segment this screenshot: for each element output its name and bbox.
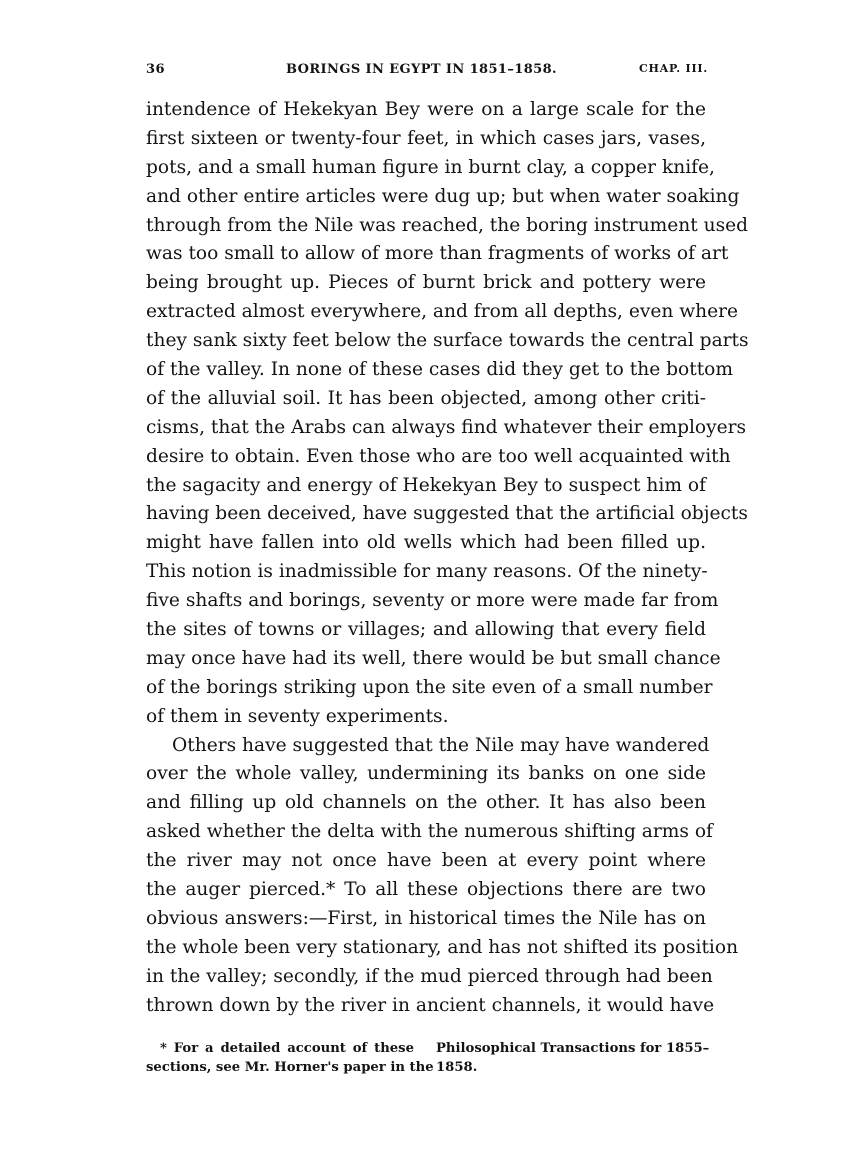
text-line: the sites of towns or villages; and allowing that every field <box>146 619 706 641</box>
text-line: the whole been very stationary, and has not shifted its position <box>146 936 739 958</box>
text-line: first sixteen or twenty-four feet, in which cases jars, vases, <box>146 127 706 149</box>
running-head <box>146 62 708 84</box>
text-line: asked whether the delta with the numerous shifting arms of <box>146 821 713 843</box>
footnote-line: * For a detailed account of these <box>160 1041 414 1056</box>
text-line: being brought up. Pieces of burnt brick and pottery were <box>146 272 706 294</box>
text-line: and other entire articles were dug up; but when water soaking <box>146 185 740 207</box>
text-line: intendence of Hekekyan Bey were on a large scale for the <box>146 99 706 120</box>
footnote-line: sections, see Mr. Horner's paper in the <box>146 1060 434 1075</box>
text-line: was too small to allow of more than fragments of works of art <box>146 243 729 265</box>
chapter-label: CHAP. III. <box>638 62 708 75</box>
footnote-right-column <box>436 1039 708 1077</box>
footnote <box>146 1039 710 1089</box>
text-line: in the valley; secondly, if the mud pierced through had been <box>146 965 713 987</box>
text-line: thrown down by the river in ancient channels, it would have <box>146 994 715 1016</box>
text-line: over the whole valley, undermining its banks on one side <box>146 763 706 785</box>
text-line: might have fallen into old wells which had been filled up. <box>146 532 706 554</box>
body-text <box>146 96 749 1021</box>
text-line: they sank sixty feet below the surface towards the central parts <box>146 330 749 352</box>
text-line: of the alluvial soil. It has been objected, among other criti- <box>146 387 706 409</box>
footnote-line: 1858. <box>436 1060 478 1075</box>
text-line: extracted almost everywhere, and from all depths, even where <box>146 301 739 323</box>
text-line: the sagacity and energy of Hekekyan Bey to suspect him of <box>146 474 706 496</box>
text-line: cisms, that the Arabs can always find whatever their employers <box>146 416 747 438</box>
text-line: having been deceived, have suggested that the artificial objects <box>146 503 748 525</box>
page-number: 36 <box>146 62 165 77</box>
text-line: pots, and a small human figure in burnt clay, a copper knife, <box>146 156 715 178</box>
text-line: desire to obtain. Even those who are too well acquainted with <box>146 445 731 467</box>
text-line: This notion is inadmissible for many reasons. Of the ninety- <box>146 561 708 583</box>
paragraph-start-line: Others have suggested that the Nile may have wandered <box>172 734 710 756</box>
text-line: the auger pierced.* To all these objections there are two <box>146 879 706 901</box>
text-line: may once have had its well, there would be but small chance <box>146 647 721 669</box>
text-line: and filling up old channels on the other. It has also been <box>146 792 706 814</box>
text-line: through from the Nile was reached, the boring instrument used <box>146 214 749 236</box>
paragraph-end-line: of them in seventy experiments. <box>146 705 449 727</box>
text-line: five shafts and borings, seventy or more were made far from <box>146 590 719 612</box>
footnote-left-column <box>146 1039 434 1077</box>
running-title: BORINGS IN EGYPT IN 1851–1858. <box>286 62 557 77</box>
text-line: the river may not once have been at every point where <box>146 850 706 872</box>
text-line: of the borings striking upon the site even of a small number <box>146 676 713 698</box>
text-line: obvious answers:—First, in historical times the Nile has on <box>146 907 706 929</box>
footnote-line: Philosophical Transactions for 1855– <box>436 1041 710 1056</box>
text-line: of the valley. In none of these cases did they get to the bottom <box>146 359 733 381</box>
